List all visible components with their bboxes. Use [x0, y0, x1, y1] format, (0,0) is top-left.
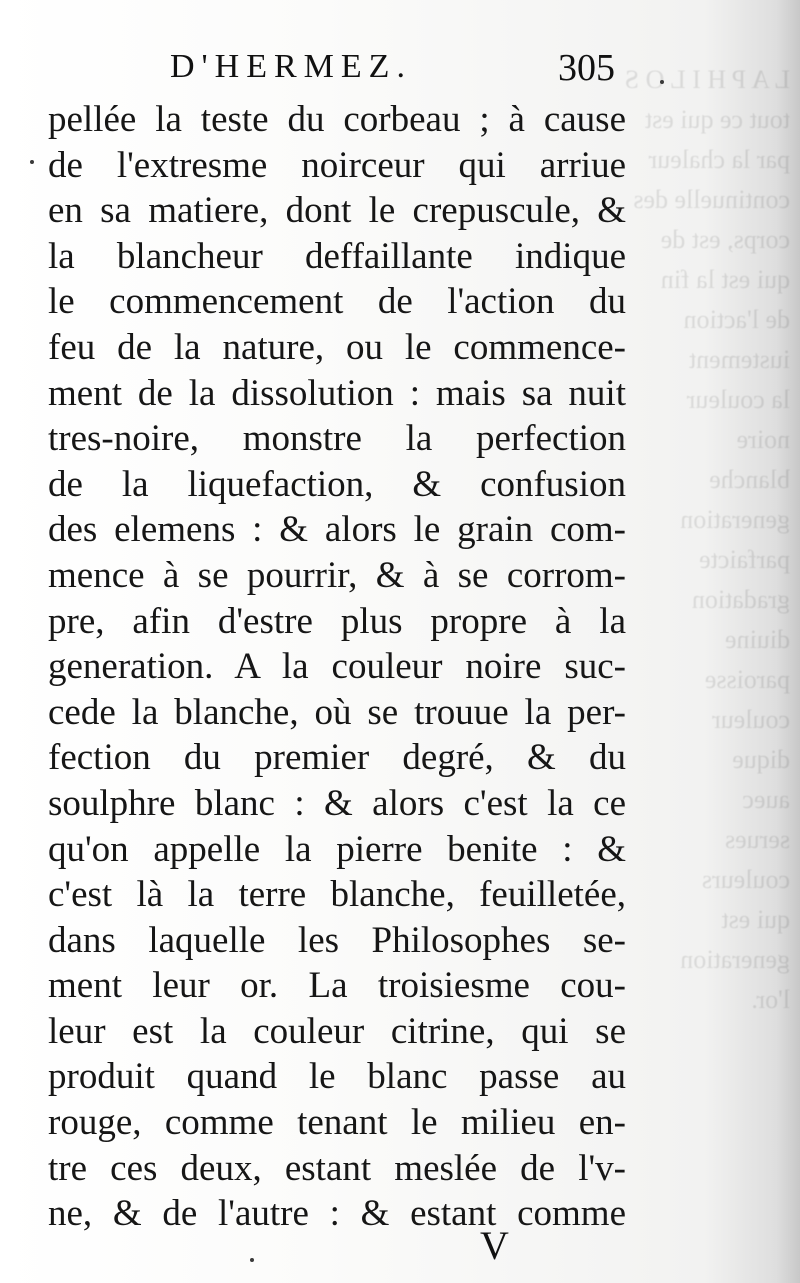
text-line: soulphre blanc : & alors c'est la ce	[48, 782, 626, 824]
body-text	[48, 97, 626, 1237]
text-line: cede la blanche, où se trouue la per-	[48, 691, 626, 733]
show-through-texture: L A P H I L O S tout ce qui est par la chaleur continuelle des corps, est de qui est la fin de l'action iustement la couleur noire blanche generation parfaicte gradation diuine paroisse couleur dique auec serues couleurs qui est generation l'or.	[624, 65, 790, 1014]
text-line: le commencement de l'action du	[48, 281, 626, 323]
text-line: rouge, comme tenant le milieu en-	[48, 1102, 626, 1144]
text-line: mence à se pourrir, & à se corrom-	[48, 554, 626, 596]
text-line: des elemens : & alors le grain com-	[48, 509, 626, 551]
text-line: en sa matiere, dont le crepuscule, &	[48, 190, 626, 232]
running-title: D'HERMEZ.	[170, 48, 412, 85]
running-head	[0, 46, 800, 102]
text-line: pre, afin d'estre plus propre à la	[48, 600, 626, 642]
text-line: fection du premier degré, & du	[48, 737, 626, 779]
text-line: generation. A la couleur noire suc-	[48, 646, 626, 688]
text-line: pellée la teste du corbeau ; à cause	[48, 99, 626, 140]
text-line: qu'on appelle la pierre benite : &	[48, 828, 626, 870]
text-line: ne, & de l'autre : & estant comme	[48, 1193, 626, 1235]
text-line: feu de la nature, ou le commence-	[48, 326, 626, 368]
text-line: produit quand le blanc passe au	[48, 1056, 626, 1098]
text-line: la blancheur deffaillante indique	[48, 235, 626, 277]
text-line: tres-noire, monstre la perfection	[48, 418, 626, 460]
text-line: leur est la couleur citrine, qui se	[48, 1010, 626, 1052]
text-line: ment leur or. La troisiesme cou-	[48, 965, 626, 1007]
text-line: c'est là la terre blanche, feuilletée,	[48, 874, 626, 916]
ink-speck	[250, 1258, 254, 1262]
text-line: tre ces deux, estant meslée de l'v-	[48, 1147, 626, 1189]
text-line: dans laquelle les Philosophes se-	[48, 919, 626, 961]
text-line: ment de la dissolution : mais sa nuit	[48, 372, 626, 414]
text-line: de la liquefaction, & confusion	[48, 463, 626, 505]
signature-mark: V	[480, 1223, 509, 1268]
ink-speck	[30, 160, 34, 164]
page-number: 305	[558, 47, 615, 89]
ink-speck	[660, 80, 664, 84]
text-line: de l'extresme noirceur qui arriue	[48, 144, 626, 186]
